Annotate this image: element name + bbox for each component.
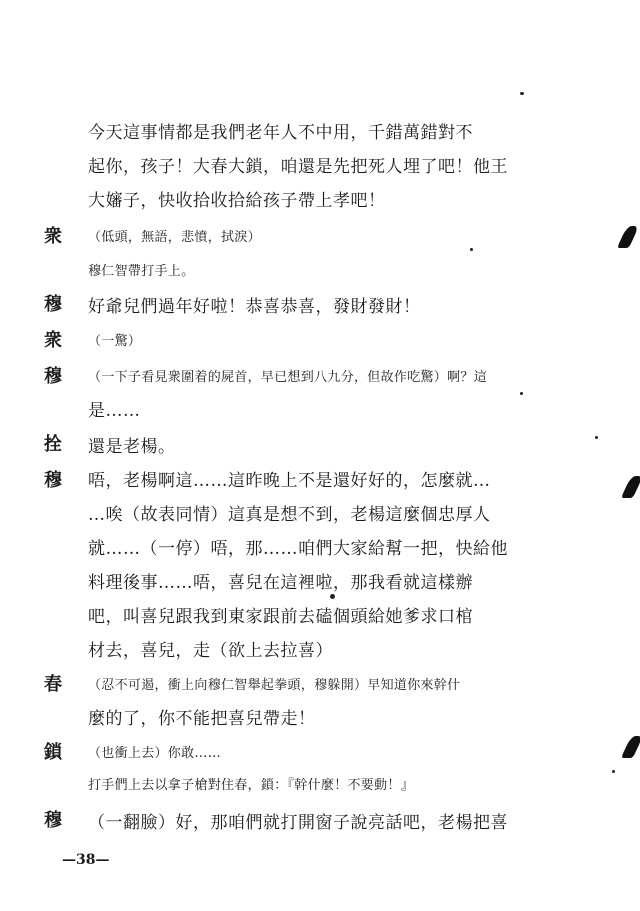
scan-speck xyxy=(520,92,524,95)
text-line-shuan: 還是老楊。 xyxy=(88,437,176,457)
stage-direction-6: （也衝上去）你敢…… xyxy=(88,746,221,761)
text-line-mu-7: 吧，叫喜兒跟我到東家跟前去磕個頭給她爹求口棺 xyxy=(88,607,473,627)
speaker-shuan: 拴 xyxy=(44,434,62,455)
stage-direction-3: （一驚） xyxy=(88,334,142,349)
scan-speck xyxy=(612,770,615,773)
text-line-mu-4: …唉（故表同情）這真是想不到，老楊這麼個忠厚人 xyxy=(88,505,491,525)
text-line-1: 今天這事情都是我們老年人不中用，千錯萬錯對不 xyxy=(88,123,473,143)
speaker-zhong-2: 衆 xyxy=(44,330,62,351)
text-line-mu-2: 是…… xyxy=(88,401,141,421)
scan-mark xyxy=(621,476,640,498)
scan-mark xyxy=(621,736,640,758)
text-line-2: 起你，孩子！大春大鎖，咱還是先把死人埋了吧！他王 xyxy=(88,157,508,177)
speaker-suo: 鎖 xyxy=(44,742,62,763)
text-line-mu-5: 就……（一停）唔，那……咱們大家給幫一把，快給他 xyxy=(88,539,508,559)
page-number: —38— xyxy=(62,852,110,868)
speaker-mu: 穆 xyxy=(44,294,62,315)
scan-speck xyxy=(595,436,598,439)
scan-speck xyxy=(470,248,473,251)
text-line-mu-6: 料理後事……唔，喜兒在這裡啦，那我看就這樣辦 xyxy=(88,573,473,593)
text-line-mu-1: 好爺兒們過年好啦！恭喜恭喜，發財發財！ xyxy=(88,297,421,317)
speaker-chun: 春 xyxy=(44,674,62,695)
stage-direction-7: 打手們上去以拿子槍對住春，鎖：『幹什麼！不要動！』 xyxy=(88,778,415,793)
stage-direction-2: 穆仁智帶打手上。 xyxy=(88,264,195,279)
scan-mark xyxy=(617,226,639,248)
text-line-3: 大嬸子，快收拾收拾給孩子帶上孝吧！ xyxy=(88,191,386,211)
stage-direction-4: （一下子看見衆圍着的屍首，早已想到八九分，但故作吃驚）啊？這 xyxy=(88,370,488,385)
speaker-zhong: 衆 xyxy=(44,226,62,247)
scan-speck xyxy=(330,594,335,599)
speaker-mu-4: 穆 xyxy=(44,810,62,831)
text-line-mu-8: 材去，喜兒，走（欲上去拉喜） xyxy=(88,641,333,661)
stage-direction-1: （低頭，無語，悲憤，拭淚） xyxy=(88,230,261,245)
text-line-mu-3: 唔，老楊啊這……這昨晚上不是還好好的，怎麼就… xyxy=(88,471,491,491)
text-line-chun: 麼的了，你不能把喜兒帶走！ xyxy=(88,709,316,729)
speaker-mu-2: 穆 xyxy=(44,366,62,387)
speaker-mu-3: 穆 xyxy=(44,470,62,491)
text-line-mu-9: （一翻臉）好，那咱們就打開窗子說亮話吧，老楊把喜 xyxy=(88,813,508,833)
scan-speck xyxy=(520,392,523,395)
stage-direction-5: （忍不可遏，衝上向穆仁智舉起拳頭，穆躲開）早知道你來幹什 xyxy=(88,678,461,693)
